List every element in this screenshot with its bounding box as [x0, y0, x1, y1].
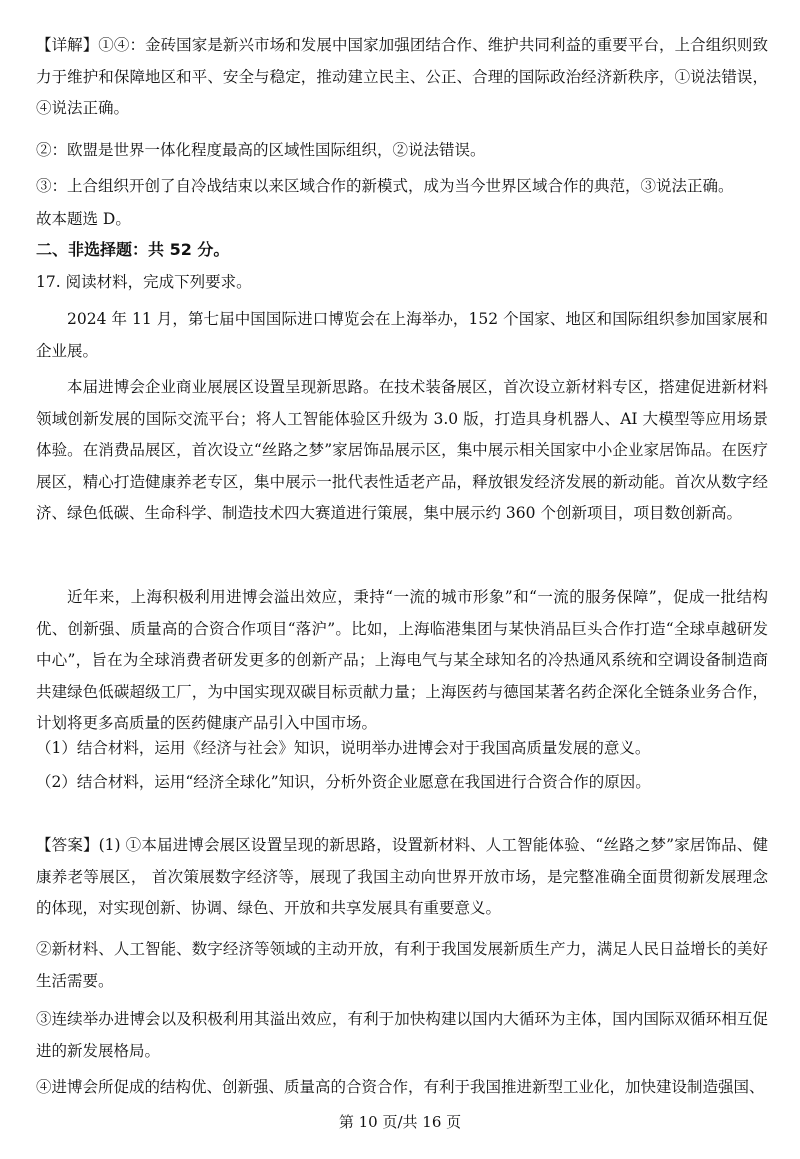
- answer-point-3: ③连续举办进博会以及积极利用其溢出效应，有利于加快构建以国内大循环为主体，国内国际双循环相互促进的新发展格局。: [36, 1010, 768, 1060]
- material-paragraph-2: 本届进博会企业商业展展区设置呈现新思路。在技术装备展区，首次设立新材料专区，搭建促进新材料领域创新发展的国际交流平台；将人工智能体验区升级为 3.0 版，打造具身机器人、AI 大模型等应用场景体验。在消费品展区，首次设立“丝路之梦”家居饰品展示区，集中展示相关国家中小企业家居饰品。在医疗展区，精心打造健康养老专区，集中展示一批代表性适老产品，释放银发经济发展的新动能。首次从数字经济、绿色低碳、生命科学、制造技术四大赛道进行策展，集中展示约 360 个创新项目，项目数创新高。: [36, 378, 768, 522]
- material-paragraph-1: 2024 年 11 月，第七届中国国际进口博览会在上海举办，152 个国家、地区和国际组织参加国家展和企业展。: [36, 310, 768, 360]
- explanation-paragraph-1: 【详解】①④：金砖国家是新兴市场和发展中国家加强团结合作、维护共同利益的重要平台，上合组织则致力于维护和保障地区和平、安全与稳定，推动建立民主、公正、合理的国际政治经济新秩序，①说法错误，④说法正确。: [36, 36, 768, 117]
- answer-point-4: ④进博会所促成的结构优、创新强、质量高的合资合作，有利于我国推进新型工业化，加快建设制造强国、: [36, 1078, 765, 1096]
- explanation-conclusion: 故本题选 D。: [36, 210, 131, 228]
- answer-point-2: ②新材料、人工智能、数字经济等领域的主动开放，有利于我国发展新质生产力，满足人民日益增长的美好生活需要。: [36, 940, 768, 990]
- sub-question-2: （2）结合材料，运用“经济全球化”知识，分析外资企业愿意在我国进行合资合作的原因。: [36, 773, 651, 791]
- answer-point-1: 【答案】(1) ①本届进博会展区设置呈现的新思路，设置新材料、人工智能体验、“丝路之梦”家居饰品、健康养老等展区， 首次策展数字经济等，展现了我国主动向世界开放市场，是完整准确全面贯彻新发展理念的体现，对实现创新、协调、绿色、开放和共享发展具有重要意义。: [36, 836, 768, 917]
- sub-question-1: （1）结合材料，运用《经济与社会》知识，说明举办进博会对于我国高质量发展的意义。: [36, 739, 651, 757]
- material-paragraph-3: 近年来，上海积极利用进博会溢出效应，秉持“一流的城市形象”和“一流的服务保障”，促成一批结构优、创新强、质量高的合资合作项目“落沪”。比如，上海临港集团与某快消品巨头合作打造“全球卓越研发中心”，旨在为全球消费者研发更多的创新产品；上海电气与某全球知名的冷热通风系统和空调设备制造商共建绿色低碳超级工厂，为中国实现双碳目标贡献力量；上海医药与德国某著名药企深化全链条业务合作，计划将更多高质量的医药健康产品引入中国市场。: [36, 588, 768, 732]
- page-number-footer: 第 10 页/共 16 页: [338, 1113, 462, 1131]
- question-stem: 17. 阅读材料，完成下列要求。: [36, 273, 252, 291]
- explanation-paragraph-3: ③：上合组织开创了自冷战结束以来区域合作的新模式，成为当今世界区域合作的典范，③说法正确。: [36, 177, 734, 195]
- section-title: 二、非选择题：共 52 分。: [36, 240, 230, 259]
- explanation-paragraph-2: ②：欧盟是世界一体化程度最高的区域性国际组织，②说法错误。: [36, 141, 486, 159]
